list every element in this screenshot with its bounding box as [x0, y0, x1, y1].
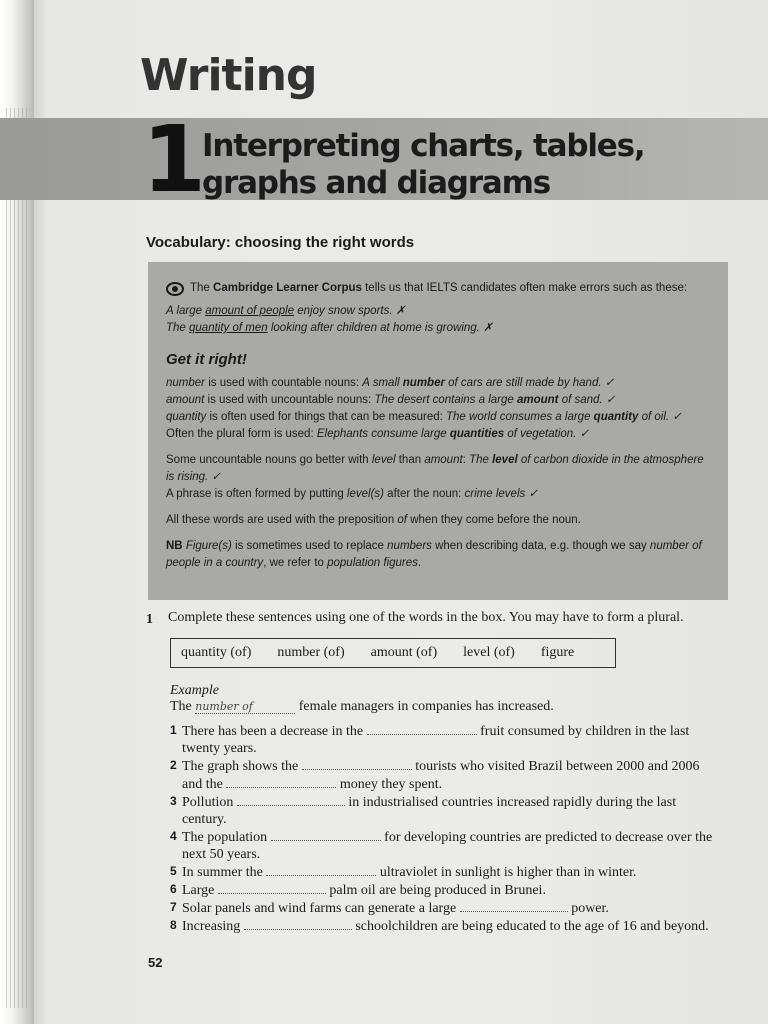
rule-line: quantity is often used for things that can be measured: The world consumes a large quantity of oil. ✓ [166, 411, 682, 423]
unit-number: 1 [142, 106, 207, 213]
list-item: 4 The population for developing countries are predicted to decrease over the next 50 years. [170, 829, 713, 862]
answer-blank[interactable] [244, 917, 352, 930]
list-item: 8 Increasing schoolchildren are being educated to the age of 16 and beyond. [170, 918, 709, 934]
list-item: 2 The graph shows the tourists who visited Brazil between 2000 and 2006 and the money they spent. [170, 758, 700, 792]
rule-line: amount is used with uncountable nouns: The desert contains a large amount of sand. ✓ [166, 394, 616, 406]
example-answer: number of [195, 700, 295, 714]
unit-title: Interpreting charts, tables, graphs and diagrams [202, 128, 645, 201]
rule-line: A phrase is often formed by putting level(s) after the noun: crime levels ✓ [166, 488, 539, 500]
exercise-instruction: Complete these sentences using one of the words in the box. You may have to form a plural. [168, 610, 684, 625]
spine-page-edges [6, 108, 28, 1008]
word-option: figure [540, 645, 575, 660]
example-sentence: The number of female managers in companies has increased. [170, 699, 554, 714]
rule-line: Some uncountable nouns go better with level than amount: The level of carbon dioxide in the atmosphere is rising. ✓ [166, 454, 704, 483]
answer-blank[interactable] [266, 863, 376, 876]
answer-blank[interactable] [218, 881, 326, 894]
word-option: level (of) [463, 645, 515, 660]
corpus-box [148, 262, 728, 600]
rule-line: Often the plural form is used: Elephants consume large quantities of vegetation. ✓ [166, 428, 590, 440]
list-item: 5 In summer the ultraviolet in sunlight is higher than in winter. [170, 864, 637, 880]
nb-note: NB Figure(s) is sometimes used to replace numbers when describing data, e.g. though we say number of people in a country, we refer to population figures. [166, 540, 702, 569]
list-item: 1 There has been a decrease in the fruit consumed by children in the last twenty years. [170, 723, 690, 756]
corpus-intro: The Cambridge Learner Corpus tells us that IELTS candidates often make errors such as these: [166, 280, 710, 297]
get-it-right-heading: Get it right! [166, 351, 247, 368]
word-option: number (of) [277, 645, 345, 660]
answer-blank[interactable] [271, 828, 381, 841]
answer-blank[interactable] [302, 757, 412, 770]
page-number: 52 [148, 955, 163, 970]
exercise-items [170, 722, 715, 935]
list-item: 6 Large palm oil are being produced in Brunei. [170, 882, 546, 898]
answer-blank[interactable] [226, 775, 336, 788]
error-example: A large amount of people enjoy snow sports. ✗ [166, 305, 406, 317]
vocabulary-heading: Vocabulary: choosing the right words [146, 234, 415, 251]
list-item: 7 Solar panels and wind farms can generate a large power. [170, 900, 609, 916]
rule-line: number is used with countable nouns: A small number of cars are still made by hand. ✓ [166, 377, 615, 389]
word-option: quantity (of) [181, 645, 252, 660]
word-box [170, 638, 616, 668]
word-option: amount (of) [370, 645, 438, 660]
list-item: 3 Pollution in industrialised countries increased rapidly during the last century. [170, 794, 677, 827]
answer-blank[interactable] [460, 899, 568, 912]
answer-blank[interactable] [367, 722, 477, 735]
answer-blank[interactable] [237, 793, 345, 806]
corpus-eye-icon [166, 282, 184, 296]
error-example: The quantity of men looking after children at home is growing. ✗ [166, 322, 493, 334]
exercise-number: 1 [146, 612, 153, 627]
rule-line: All these words are used with the preposition of when they come before the noun. [166, 514, 581, 526]
example-label: Example [170, 683, 219, 698]
section-heading: Writing [140, 50, 317, 101]
